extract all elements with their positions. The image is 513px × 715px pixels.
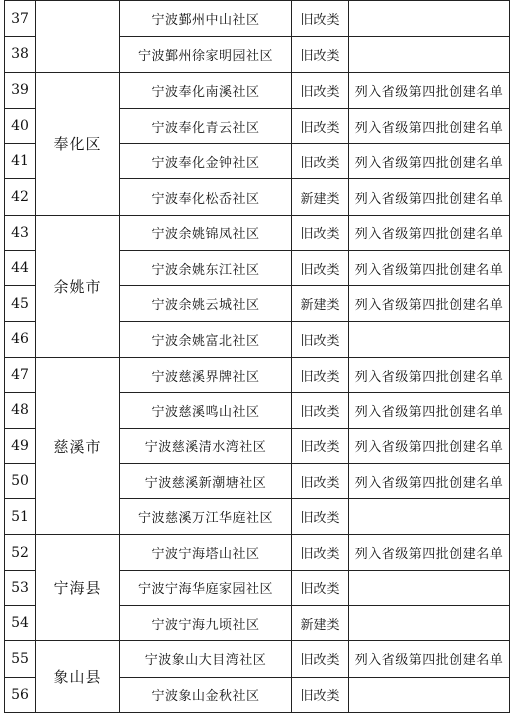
community-type: 旧改类	[292, 499, 349, 535]
table-row	[5, 641, 510, 677]
community-type: 旧改类	[292, 357, 349, 392]
remark: 列入省级第四批创建名单	[349, 463, 510, 498]
remark: 列入省级第四批创建名单	[349, 108, 510, 143]
row-number: 48	[5, 393, 36, 428]
remark	[349, 1, 510, 37]
row-number: 51	[5, 499, 36, 535]
district-cell: 慈溪市	[36, 357, 120, 534]
community-name: 宁波鄞州中山社区	[120, 1, 292, 37]
community-type: 旧改类	[292, 641, 349, 677]
row-number: 39	[5, 72, 36, 108]
community-type: 旧改类	[292, 215, 349, 250]
community-type: 新建类	[292, 286, 349, 321]
remark	[349, 677, 510, 712]
remark: 列入省级第四批创建名单	[349, 535, 510, 570]
community-type: 旧改类	[292, 72, 349, 108]
remark: 列入省级第四批创建名单	[349, 144, 510, 179]
community-name: 宁波慈溪万江华庭社区	[120, 499, 292, 535]
community-type: 旧改类	[292, 37, 349, 72]
remark	[349, 606, 510, 641]
community-name: 宁波慈溪新潮塘社区	[120, 463, 292, 498]
remark: 列入省级第四批创建名单	[349, 357, 510, 392]
row-number: 54	[5, 606, 36, 641]
community-name: 宁波象山大目湾社区	[120, 641, 292, 677]
community-name: 宁波奉化金钟社区	[120, 144, 292, 179]
community-name: 宁波余姚东江社区	[120, 251, 292, 286]
community-name: 宁波宁海九顷社区	[120, 606, 292, 641]
district-cell: 奉化区	[36, 72, 120, 215]
community-name: 宁波奉化南溪社区	[120, 72, 292, 108]
district-cell	[36, 1, 120, 73]
row-number: 44	[5, 251, 36, 286]
community-type: 旧改类	[292, 108, 349, 143]
row-number: 37	[5, 1, 36, 37]
table-row	[5, 1, 510, 37]
row-number: 47	[5, 357, 36, 392]
community-type: 旧改类	[292, 393, 349, 428]
row-number: 42	[5, 179, 36, 215]
community-type: 旧改类	[292, 251, 349, 286]
row-number: 38	[5, 37, 36, 72]
row-number: 50	[5, 463, 36, 498]
remark: 列入省级第四批创建名单	[349, 72, 510, 108]
district-cell: 象山县	[36, 641, 120, 713]
row-number: 55	[5, 641, 36, 677]
community-type: 旧改类	[292, 321, 349, 357]
remark	[349, 321, 510, 357]
community-name: 宁波慈溪清水湾社区	[120, 428, 292, 463]
table-body	[5, 1, 510, 713]
community-type: 旧改类	[292, 570, 349, 605]
table-row	[5, 357, 510, 392]
community-name: 宁波鄞州徐家明园社区	[120, 37, 292, 72]
community-name: 宁波余姚富北社区	[120, 321, 292, 357]
remark: 列入省级第四批创建名单	[349, 428, 510, 463]
row-number: 40	[5, 108, 36, 143]
remark	[349, 499, 510, 535]
row-number: 52	[5, 535, 36, 570]
community-type: 旧改类	[292, 144, 349, 179]
remark: 列入省级第四批创建名单	[349, 286, 510, 321]
remark: 列入省级第四批创建名单	[349, 393, 510, 428]
community-type: 旧改类	[292, 428, 349, 463]
community-name: 宁波慈溪界牌社区	[120, 357, 292, 392]
community-name: 宁波宁海塔山社区	[120, 535, 292, 570]
community-type: 旧改类	[292, 677, 349, 712]
remark	[349, 37, 510, 72]
community-type: 新建类	[292, 179, 349, 215]
community-name: 宁波余姚锦凤社区	[120, 215, 292, 250]
table-row	[5, 535, 510, 570]
community-type: 旧改类	[292, 1, 349, 37]
district-cell: 宁海县	[36, 535, 120, 641]
district-cell: 余姚市	[36, 215, 120, 357]
community-name: 宁波余姚云城社区	[120, 286, 292, 321]
remark: 列入省级第四批创建名单	[349, 251, 510, 286]
community-type: 新建类	[292, 606, 349, 641]
community-name: 宁波宁海华庭家园社区	[120, 570, 292, 605]
row-number: 53	[5, 570, 36, 605]
row-number: 56	[5, 677, 36, 712]
row-number: 46	[5, 321, 36, 357]
table-row	[5, 72, 510, 108]
community-type: 旧改类	[292, 535, 349, 570]
community-list-table	[4, 0, 510, 713]
community-name: 宁波慈溪鸣山社区	[120, 393, 292, 428]
row-number: 41	[5, 144, 36, 179]
community-type: 旧改类	[292, 463, 349, 498]
remark: 列入省级第四批创建名单	[349, 179, 510, 215]
row-number: 43	[5, 215, 36, 250]
remark: 列入省级第四批创建名单	[349, 215, 510, 250]
community-name: 宁波奉化青云社区	[120, 108, 292, 143]
row-number: 49	[5, 428, 36, 463]
table-row	[5, 215, 510, 250]
row-number: 45	[5, 286, 36, 321]
community-name: 宁波象山金秋社区	[120, 677, 292, 712]
remark: 列入省级第四批创建名单	[349, 641, 510, 677]
remark	[349, 570, 510, 605]
community-name: 宁波奉化松岙社区	[120, 179, 292, 215]
